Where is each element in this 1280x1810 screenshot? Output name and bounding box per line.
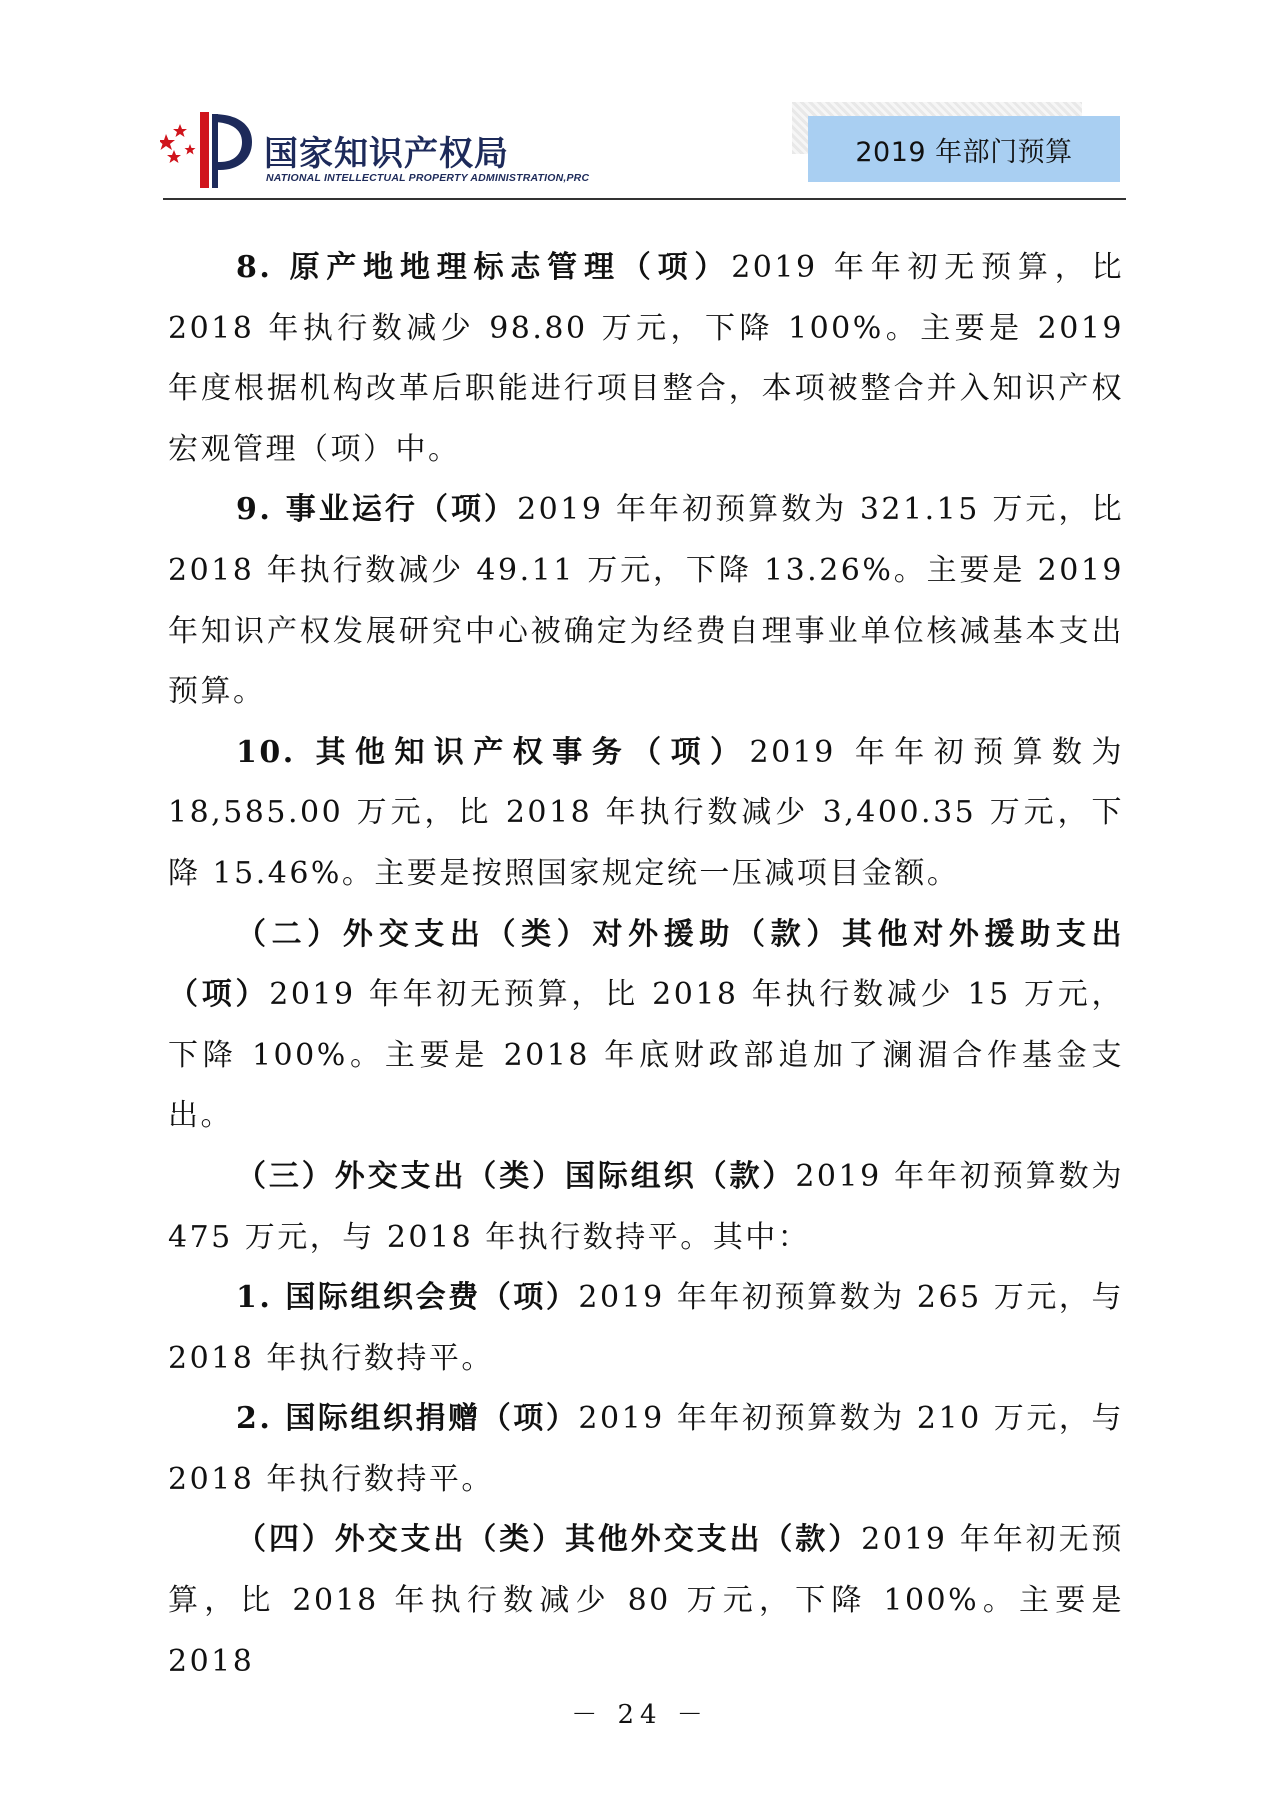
paragraph-text: 2019 年年初预算数为 321.15 万元，比 2018 年执行数减少 49.11 万元，下降 13.26%。主要是 2019 年知识产权发展研究中心被确定为经费自理事业单位核减基本支出预算。 xyxy=(168,492,1124,710)
paragraph-text: 2019 年年初无预算，比 2018 年执行数减少 98.80 万元，下降 100%。主要是 2019 年度根据机构改革后职能进行项目整合，本项被整合并入知识产权宏观管理（项）中。 xyxy=(168,250,1125,467)
paragraph-lead: 10. 其他知识产权事务（项） xyxy=(236,734,750,770)
paragraph xyxy=(168,1147,1124,1268)
paragraph xyxy=(168,1510,1124,1692)
org-subtitle: NATIONAL INTELLECTUAL PROPERTY ADMINISTRATION,PRC xyxy=(266,172,590,184)
paragraph-text: 2019 年年初无预算，比 2018 年执行数减少 15 万元，下降 100%。主要是 2018 年底财政部追加了澜湄合作基金支出。 xyxy=(168,977,1124,1134)
paragraph xyxy=(168,1389,1124,1510)
cnipa-emblem-icon xyxy=(160,106,256,192)
paragraph xyxy=(168,480,1124,722)
paragraph xyxy=(168,905,1124,1147)
paragraph-lead: （四）外交支出（类）其他外交支出（款） xyxy=(236,1522,862,1558)
org-logo xyxy=(160,106,610,192)
paragraph-text: 2019 年年初无预算，比 2018 年执行数减少 80 万元，下降 100%。主要是 2018 xyxy=(168,1522,1124,1679)
paragraph-lead: 9. 事业运行（项） xyxy=(236,492,518,528)
org-name: 国家知识产权局 xyxy=(264,134,509,174)
paragraph-text: 2019 年年初预算数为 265 万元，与 2018 年执行数持平。 xyxy=(168,1280,1124,1376)
paragraph-lead: 1. 国际组织会费（项） xyxy=(236,1280,579,1316)
paragraph xyxy=(168,723,1124,905)
paragraph-text: 2019 年年初预算数为 18,585.00 万元，比 2018 年执行数减少 3,400.35 万元，下降 15.46%。主要是按照国家规定统一压减项目金额。 xyxy=(168,734,1125,891)
paragraph-text: 2019 年年初预算数为 210 万元，与 2018 年执行数持平。 xyxy=(168,1401,1124,1497)
paragraph-lead: 2. 国际组织捐赠（项） xyxy=(236,1401,579,1437)
paragraph-lead: （三）外交支出（类）国际组织（款） xyxy=(236,1158,796,1194)
header-divider xyxy=(163,198,1126,200)
paragraph-lead: （二）外交支出（类）对外援助（款）其他对外援助支出（项） xyxy=(168,916,1124,1013)
paragraph xyxy=(168,1268,1124,1389)
paragraph-lead: 8. 原产地地理标志管理（项） xyxy=(236,250,732,285)
budget-year-badge: 2019 年部门预算 xyxy=(808,116,1120,182)
page-number: － 24 － xyxy=(571,1700,709,1730)
paragraph xyxy=(168,238,1124,480)
paragraph-text: 2019 年年初预算数为 475 万元，与 2018 年执行数持平。其中： xyxy=(168,1158,1124,1255)
body-text xyxy=(168,238,1124,1692)
